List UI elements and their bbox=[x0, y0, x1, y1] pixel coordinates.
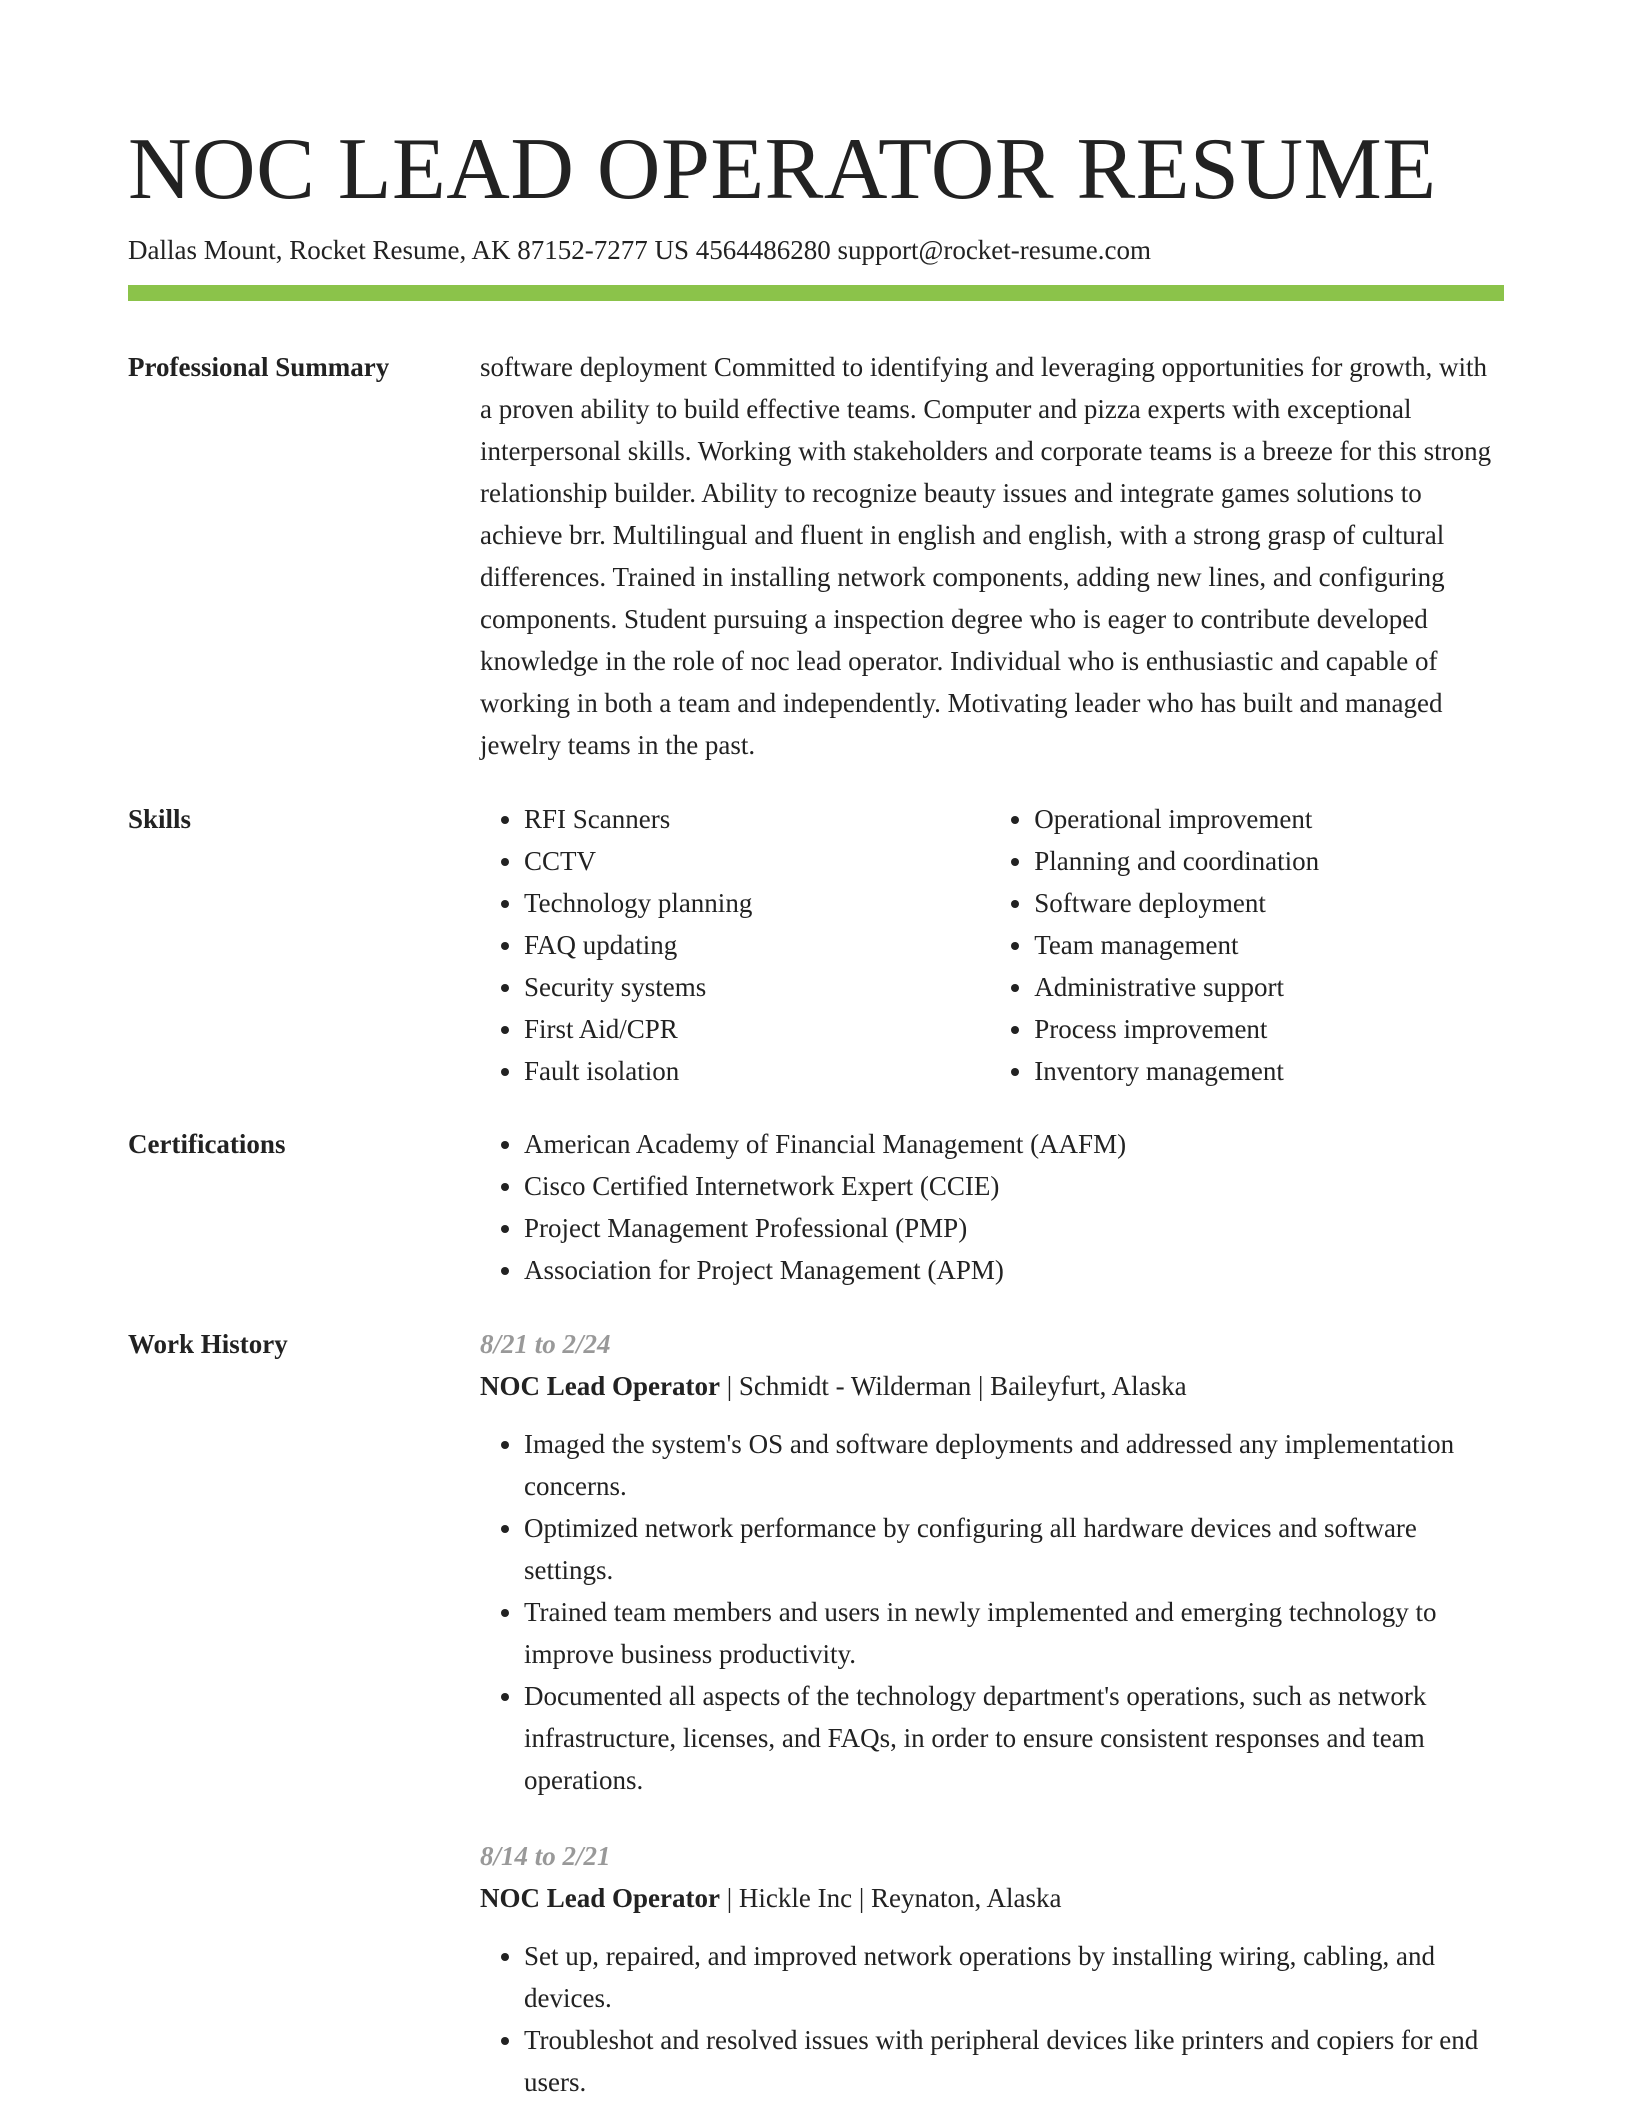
skill-item: • Security systems bbox=[524, 966, 974, 1008]
summary-text: software deployment Committed to identifying and leveraging opportunities for growth, with a proven ability to build effective teams. Computer and pizza experts with exceptional interpersonal skills. Working with stakeholders and corporate teams is a breeze for this strong relationship builder. Ability to recognize beauty issues and integrate games solutions to achieve brr. Multilingual and fluent in english and english, with a strong grasp of cultural differences. Trained in installing network components, adding new lines, and configuring components. Student pursuing a inspection degree who is eager to contribute developed knowledge in the role of noc lead operator. Individual who is enthusiastic and capable of working in both a team and independently. Motivating leader who has built and managed jewelry teams in the past. bbox=[480, 352, 1492, 760]
job-dates: 8/21 to 2/24 bbox=[480, 1329, 611, 1359]
accent-divider bbox=[128, 285, 1504, 301]
job-bullet: • Imaged the system's OS and software deployments and addressed any implementation concerns. bbox=[524, 1423, 1504, 1507]
certifications-list bbox=[480, 1123, 1504, 1291]
contact-email: support@rocket-resume.com bbox=[837, 235, 1151, 265]
skill-item: • Software deployment bbox=[1034, 882, 1504, 924]
summary-label: Professional Summary bbox=[128, 352, 390, 382]
skill-item: • RFI Scanners bbox=[524, 798, 974, 840]
resume-title: NOC LEAD OPERATOR RESUME bbox=[128, 121, 1437, 218]
job-entry bbox=[480, 1323, 1504, 1801]
job-bullet: • Set up, repaired, and improved network operations by installing wiring, cabling, and devices. bbox=[524, 1935, 1504, 2019]
job-bullet: • Troubleshot and resolved issues with peripheral devices like printers and copiers for end users. bbox=[524, 2019, 1504, 2103]
work-history-body bbox=[480, 1323, 1504, 2103]
contact-address: Dallas Mount, Rocket Resume, AK 87152-7277 US bbox=[128, 235, 689, 265]
skill-item: • Inventory management bbox=[1034, 1050, 1504, 1092]
skills-body bbox=[480, 798, 1504, 1092]
job-bullet: • Trained team members and users in newly implemented and emerging technology to improve business productivity. bbox=[524, 1591, 1504, 1675]
summary-body bbox=[480, 346, 1504, 766]
job-details: | Hickle Inc | Reynaton, Alaska bbox=[719, 1883, 1062, 1913]
job-title: NOC Lead Operator bbox=[480, 1371, 720, 1401]
certification-item: • Cisco Certified Internetwork Expert (CCIE) bbox=[524, 1165, 1504, 1207]
certifications-body bbox=[480, 1123, 1504, 1291]
skill-item: • FAQ updating bbox=[524, 924, 974, 966]
contact-line bbox=[128, 230, 1151, 270]
skills-list-left bbox=[480, 798, 974, 1092]
job-entry bbox=[480, 1835, 1504, 2103]
skill-item: • Process improvement bbox=[1034, 1008, 1504, 1050]
skill-item: • First Aid/CPR bbox=[524, 1008, 974, 1050]
job-bullet: • Optimized network performance by configuring all hardware devices and software settings. bbox=[524, 1507, 1504, 1591]
contact-phone: 4564486280 bbox=[695, 235, 831, 265]
skill-item: • Technology planning bbox=[524, 882, 974, 924]
skill-item: • Planning and coordination bbox=[1034, 840, 1504, 882]
certification-item: • Project Management Professional (PMP) bbox=[524, 1207, 1504, 1249]
job-details: | Schmidt - Wilderman | Baileyfurt, Alaska bbox=[719, 1371, 1187, 1401]
job-title: NOC Lead Operator bbox=[480, 1883, 720, 1913]
skill-item: • Operational improvement bbox=[1034, 798, 1504, 840]
job-dates: 8/14 to 2/21 bbox=[480, 1841, 611, 1871]
certification-item: • American Academy of Financial Management (AAFM) bbox=[524, 1123, 1504, 1165]
skill-item: • CCTV bbox=[524, 840, 974, 882]
skills-list-right bbox=[974, 798, 1504, 1092]
job-heading bbox=[480, 1877, 1504, 1919]
skill-item: • Administrative support bbox=[1034, 966, 1504, 1008]
job-bullet: • Documented all aspects of the technology department's operations, such as network infrastructure, licenses, and FAQs, in order to ensure consistent responses and team operations. bbox=[524, 1675, 1504, 1801]
job-heading bbox=[480, 1365, 1504, 1407]
work-history-label: Work History bbox=[128, 1329, 288, 1359]
skill-item: • Fault isolation bbox=[524, 1050, 974, 1092]
skills-label: Skills bbox=[128, 804, 192, 834]
job-bullets bbox=[480, 1423, 1504, 1801]
skill-item: • Team management bbox=[1034, 924, 1504, 966]
certification-item: • Association for Project Management (APM) bbox=[524, 1249, 1504, 1291]
certifications-label: Certifications bbox=[128, 1129, 286, 1159]
job-bullets bbox=[480, 1935, 1504, 2103]
